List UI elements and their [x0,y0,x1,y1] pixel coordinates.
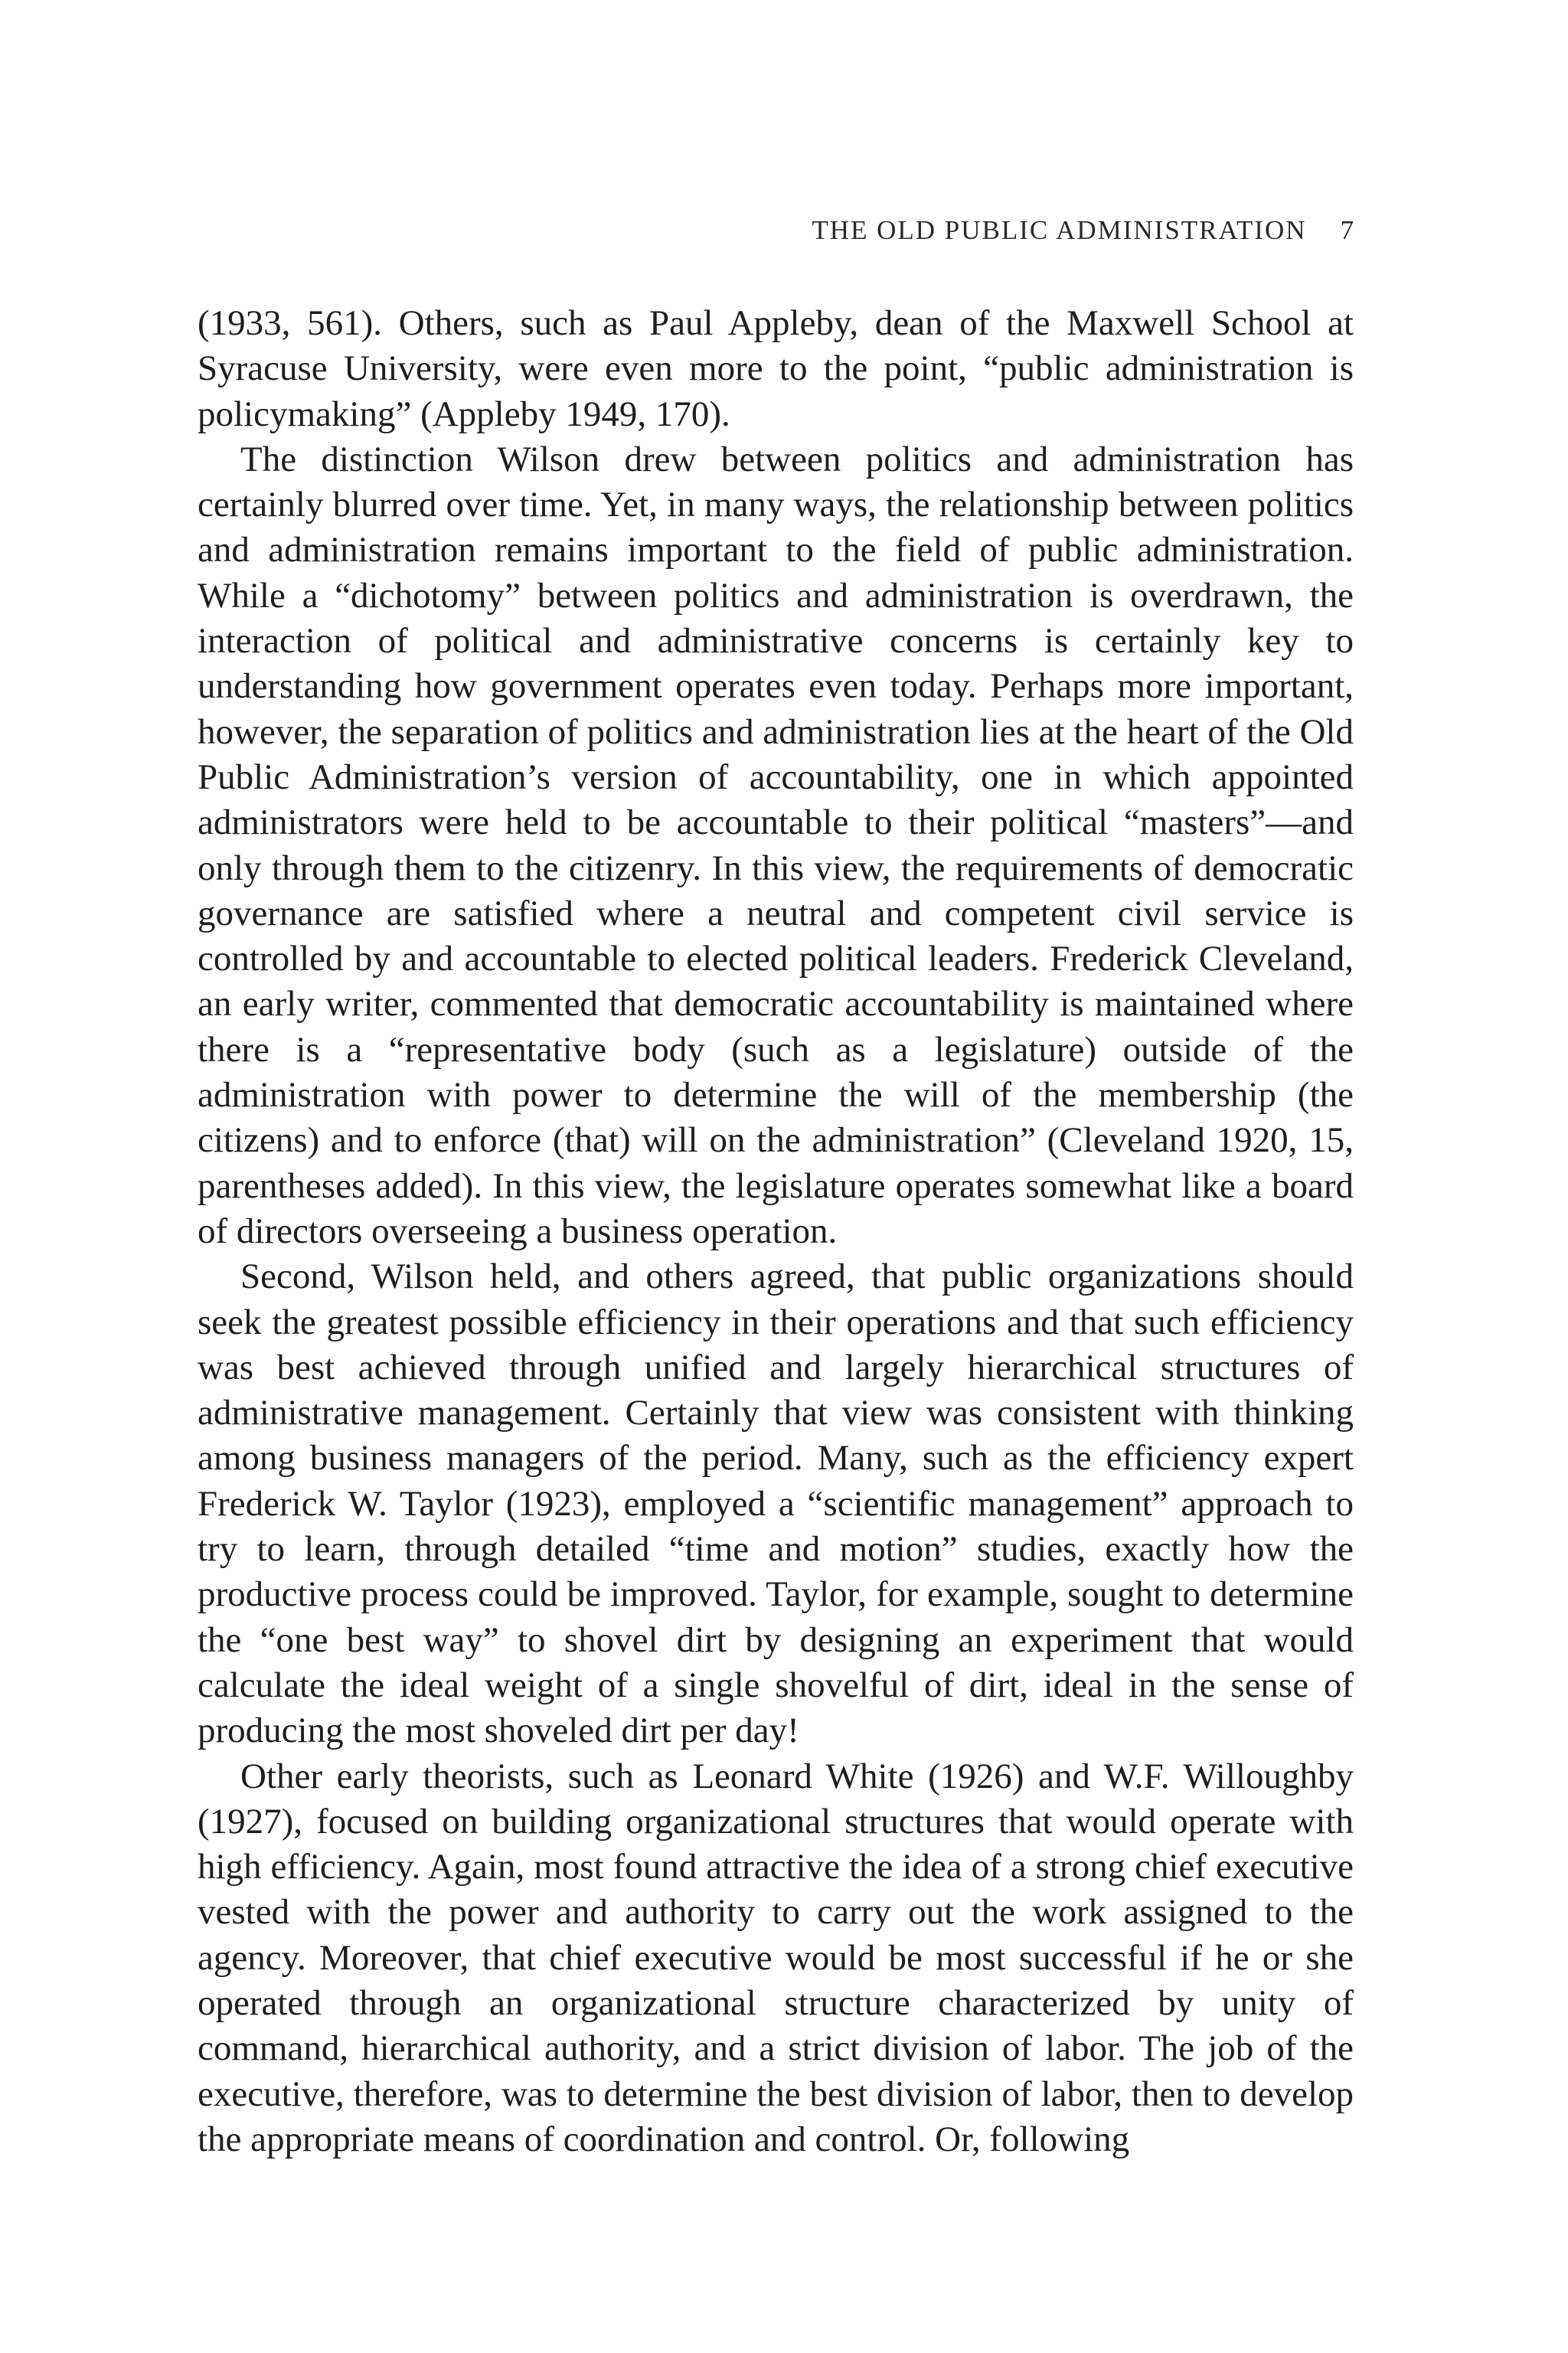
body-text [198,301,1354,2162]
running-head-title: THE OLD PUBLIC ADMINISTRATION [812,215,1307,245]
paragraph-continued: (1933, 561). Others, such as Paul Appleby, dean of the Maxwell School at Syracuse University, were even more to the point, “public administration is policymaking” (Appleby 1949, 170). [198,303,1354,434]
paragraph-efficiency: Second, Wilson held, and others agreed, that public organizations should seek the greatest possible efficiency in their operations and that such efficiency was best achieved through unified and largely hierarchical structures of administrative management. Certainly that view was consistent with thinking among business managers of the period. Many, such as the efficiency expert Frederick W. Taylor (1923), employed a “scientific management” approach to try to learn, through detailed “time and motion” studies, exactly how the productive process could be improved. Taylor, for example, sought to determine the “one best way” to shovel dirt by designing an experiment that would calculate the ideal weight of a single shovelful of dirt, ideal in the sense of producing the most shoveled dirt per day! [198,1257,1354,1751]
running-head [198,211,1354,250]
paragraph-politics-administration: The distinction Wilson drew between politics and administration has certainly blurred over time. Yet, in many ways, the relationship between politics and administration remains important to the field of public administration. While a “dichotomy” between politics and administration is overdrawn, the interaction of political and administrative concerns is certainly key to understanding how government operates even today. Perhaps more important, however, the separation of politics and administration lies at the heart of the Old Public Administration’s version of accountability, one in which appointed administrators were held to be accountable to their political “masters”—and only through them to the citizenry. In this view, the requirements of democratic governance are satisfied where a neutral and competent civil service is controlled by and accountable to elected political leaders. Frederick Cleveland, an early writer, commented that democratic accountability is maintained where there is a “representative body (such as a legislature) outside of the administration with power to determine the will of the membership (the citizens) and to enforce (that) will on the administration” (Cleveland 1920, 15, parentheses added). In this view, the legislature operates somewhat like a board of directors overseeing a business operation. [198,439,1354,1251]
paragraph-early-theorists: Other early theorists, such as Leonard White (1926) and W.F. Willoughby (1927), focused on building organizational structures that would operate with high efficiency. Again, most found attractive the idea of a strong chief executive vested with the power and authority to carry out the work assigned to the agency. Moreover, that chief executive would be most successful if he or she operated through an organizational structure characterized by unity of command, hierarchical authority, and a strict division of labor. The job of the executive, therefore, was to determine the best division of labor, then to develop the appropriate means of coordination and control. Or, following [198,1756,1354,2159]
page-number: 7 [1340,215,1354,245]
